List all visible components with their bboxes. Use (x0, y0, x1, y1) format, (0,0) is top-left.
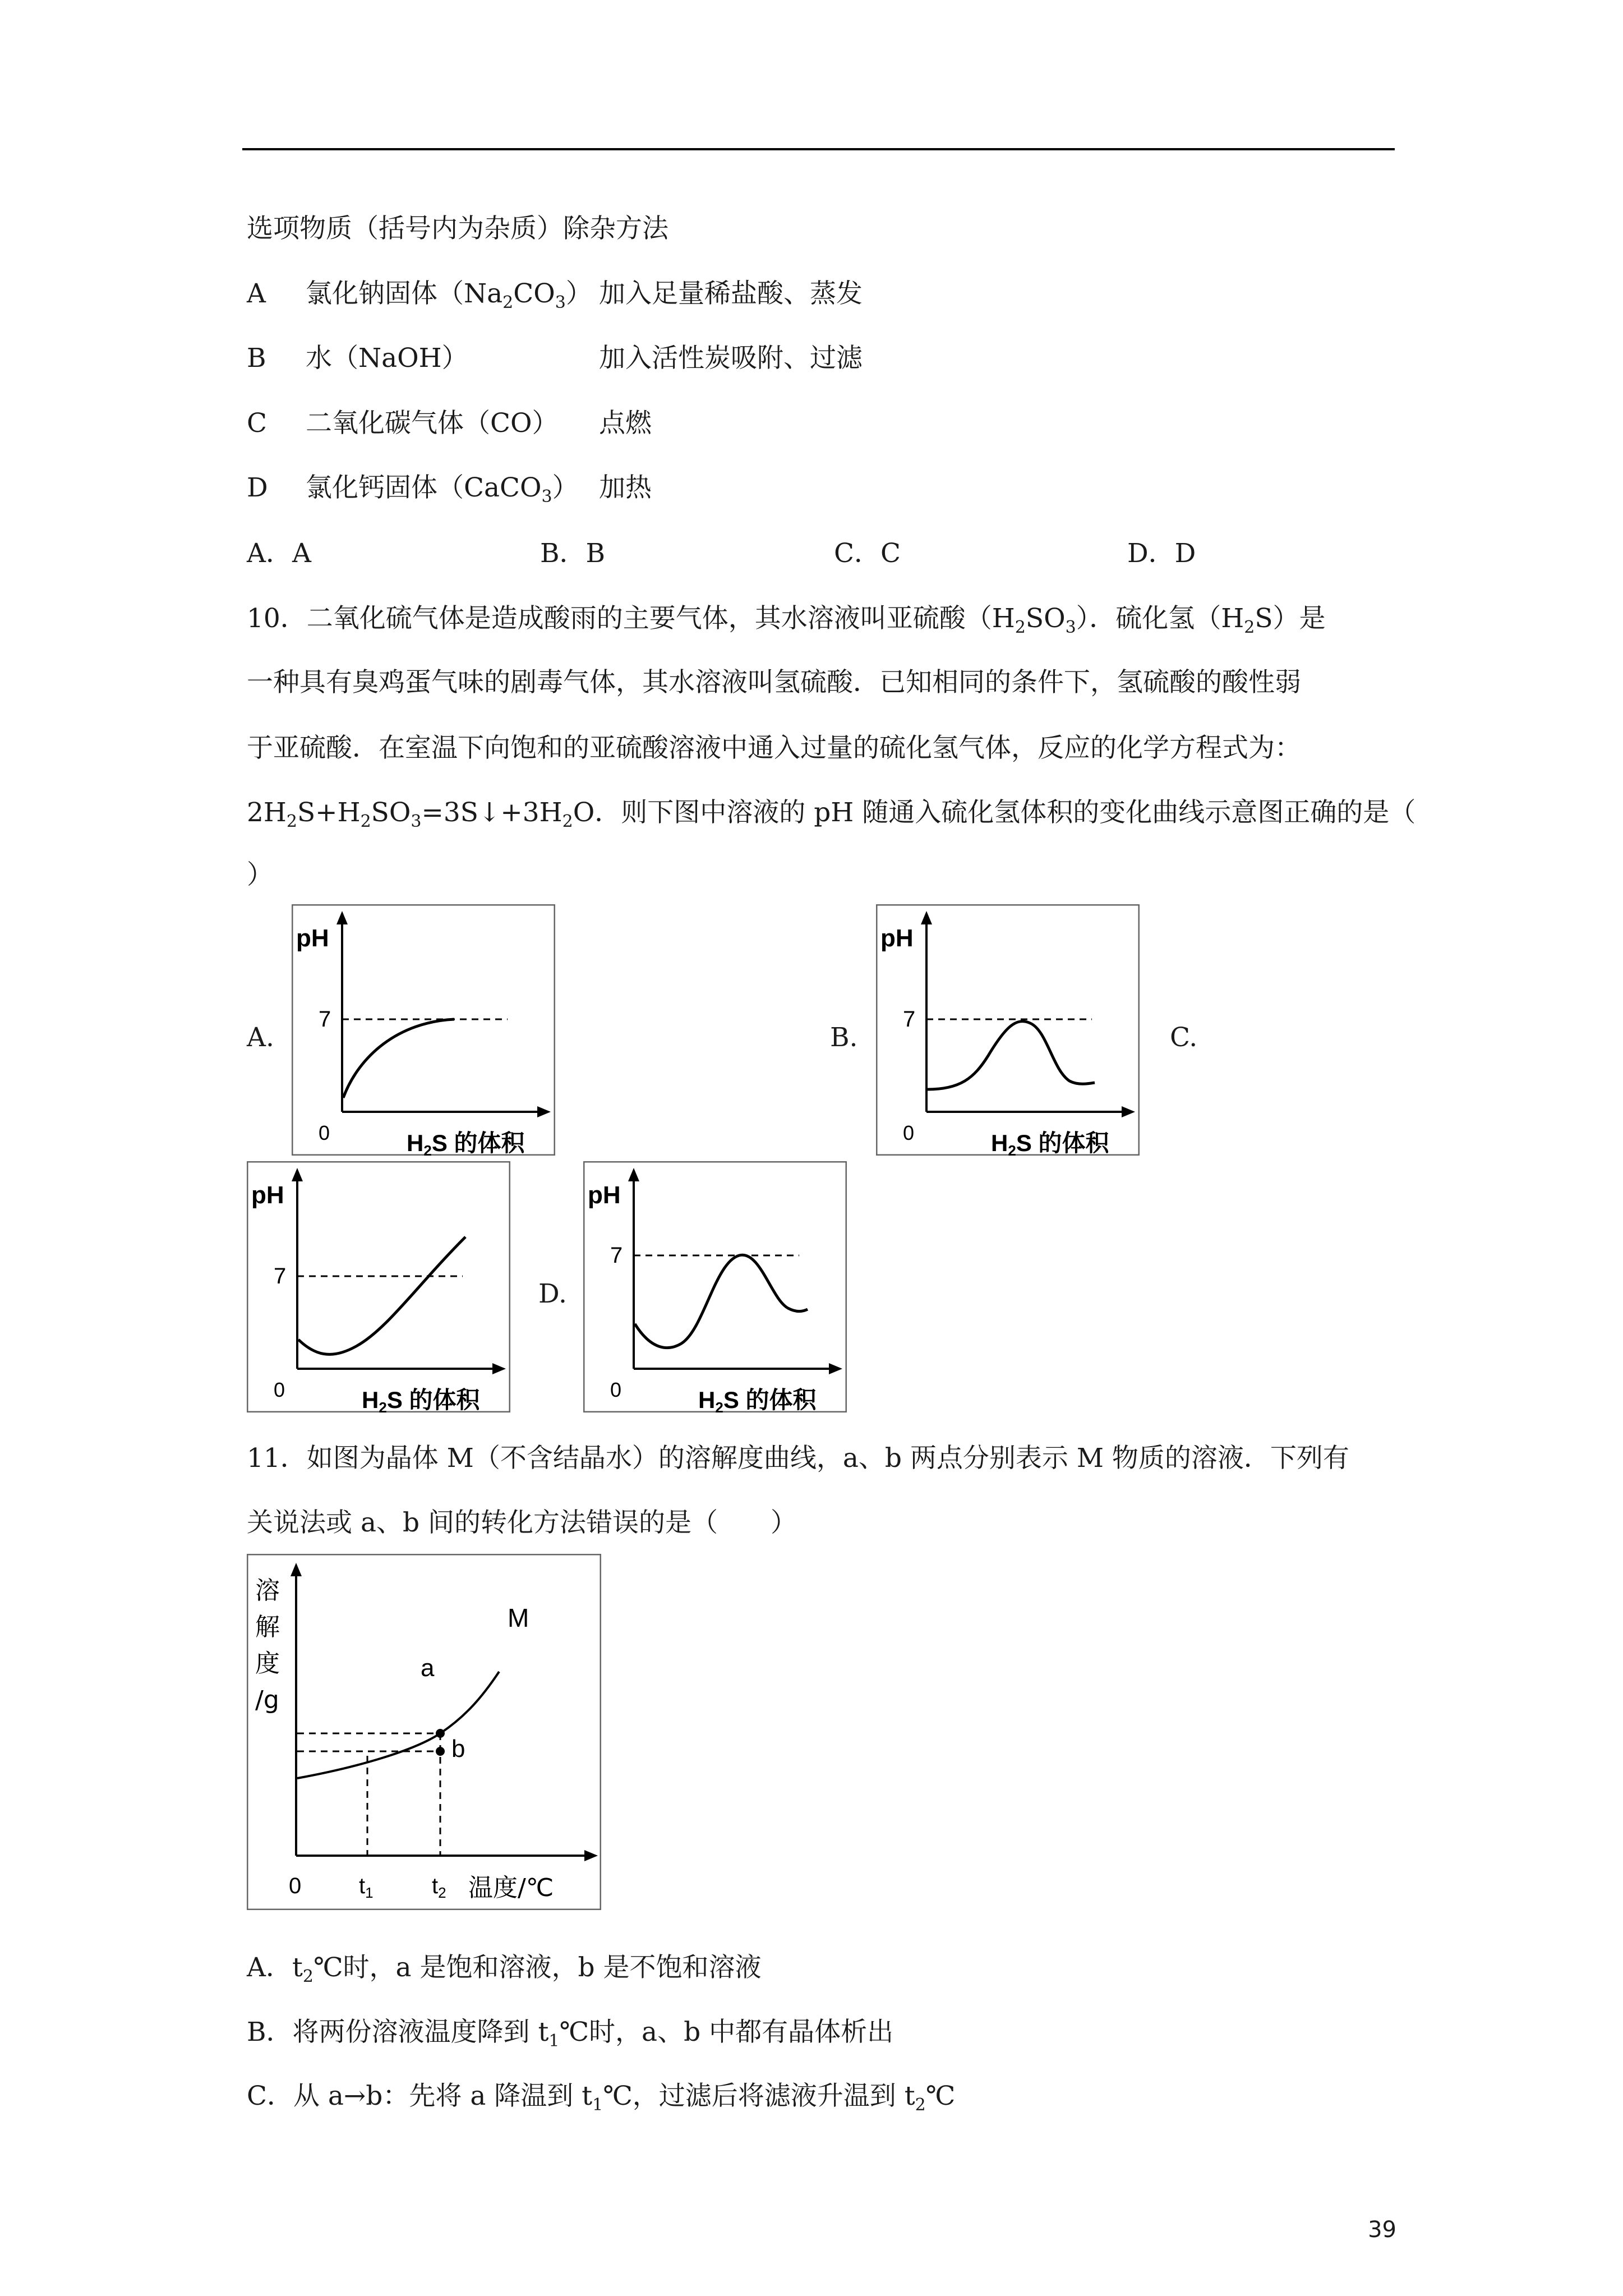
pH-label: pH (296, 924, 329, 952)
q10-line-1: 10．二氧化硫气体是造成酸雨的主要气体，其水溶液叫亚硫酸$(H_2SO_3)$．硫化氢$(H_2S)$是 (247, 603, 1326, 637)
curve-label-m: M (508, 1603, 529, 1632)
q10-option-c-label[interactable]: C. (1170, 1022, 1198, 1053)
pH-label: pH (880, 924, 914, 952)
q10-line-5: ） (247, 859, 273, 890)
q10-line-3: 于亚硫酸．在室温下向饱和的亚硫酸溶液中通入过量的硫化氢气体，反应的化学方程式为： (247, 733, 1301, 763)
q11-line-1: 11．如图为晶体 M（不含结晶水）的溶解度曲线，a、b 两点分别表示 M 物质的溶液．下列有 (247, 1443, 1349, 1474)
row-a-option: A (247, 278, 266, 309)
origin-label: 0 (903, 1121, 915, 1144)
point-a-dot (436, 1729, 445, 1738)
origin-label: 0 (289, 1874, 302, 1898)
x-axis-label: H2S 的体积 (362, 1387, 480, 1412)
y-label-2: 解 (255, 1613, 280, 1641)
seven-label: 7 (903, 1007, 916, 1032)
x-axis-label: H2S 的体积 (698, 1387, 817, 1412)
choice-b[interactable]: B．B (540, 538, 606, 569)
row-d-option: D (247, 472, 268, 503)
page-number: 39 (1368, 2217, 1396, 2243)
seven-label: 7 (274, 1264, 287, 1289)
q10-line-2: 一种具有臭鸡蛋气味的剧毒气体，其水溶液叫氢硫酸．已知相同的条件下，氢硫酸的酸性弱 (247, 667, 1301, 698)
origin-label: 0 (610, 1378, 622, 1401)
x-axis-label: H2S 的体积 (991, 1130, 1109, 1156)
q11-option-c[interactable]: C．从 a→b：先将 a 降温到 $t_1℃$，过滤后将滤液升温到 $t_2℃$ (247, 2081, 956, 2115)
origin-label: 0 (319, 1121, 330, 1144)
point-b-label: b (451, 1735, 465, 1763)
x-axis-label: 温度/℃ (468, 1874, 554, 1902)
graph-d (583, 1161, 847, 1412)
point-b-dot (436, 1747, 445, 1756)
q11-option-a[interactable]: A．$t_2℃$时，a 是饱和溶液，b 是不饱和溶液 (247, 1952, 762, 1986)
q10-line-4: $2H_2S+H_2SO_3=3S↓+3H_2O$．则下图中溶液的 pH 随通入硫化氢体积的变化曲线示意图正确的是（ (247, 797, 1416, 831)
row-c-option: C (247, 408, 267, 439)
choice-c[interactable]: C．C (834, 538, 901, 569)
row-b-option: B (247, 343, 266, 374)
graph-a (292, 904, 555, 1156)
header-rule (242, 148, 1395, 150)
choice-d[interactable]: D．D (1127, 538, 1196, 569)
y-label-1: 溶 (255, 1576, 280, 1605)
row-a-substance: 氯化钠固体$(Na_2CO_3)$ (306, 278, 592, 312)
y-label-3: 度 (255, 1649, 280, 1678)
solubility-graph (247, 1554, 601, 1910)
row-d-substance: 氯化钙固体（CaCO$_3$） (306, 472, 579, 507)
row-b-substance: 水（NaOH） (306, 343, 468, 374)
q10-option-a-label[interactable]: A. (247, 1022, 274, 1053)
x-axis-label: H2S 的体积 (407, 1130, 525, 1156)
q11-line-2: 关说法或 a、b 间的转化方法错误的是（ ） (247, 1507, 797, 1538)
row-c-method: 点燃 (599, 408, 652, 439)
q11-option-b[interactable]: B．将两份溶液温度降到 $t_1℃$时，a、b 中都有晶体析出 (247, 2017, 894, 2051)
graph-b (876, 904, 1140, 1156)
q10-option-d-label[interactable]: D. (538, 1278, 567, 1309)
t2-label: $t_2$ (432, 1874, 446, 1901)
seven-label: 7 (610, 1243, 623, 1268)
q10-option-b-label[interactable]: B. (830, 1022, 858, 1053)
table-header: 选项物质（括号内为杂质）除杂方法 (247, 213, 668, 244)
graph-c (247, 1161, 510, 1412)
row-d-method: 加热 (599, 472, 652, 503)
t1-label: $t_1$ (359, 1874, 374, 1901)
choice-a[interactable]: A．A (247, 538, 311, 569)
y-label-4: /g (255, 1686, 279, 1714)
pH-label: pH (251, 1181, 284, 1209)
row-a-method: 加入足量稀盐酸、蒸发 (599, 278, 863, 309)
origin-label: 0 (274, 1378, 285, 1401)
row-c-substance: 二氧化碳气体（CO） (306, 408, 559, 439)
point-a-label: a (421, 1654, 435, 1682)
row-b-method: 加入活性炭吸附、过滤 (599, 343, 863, 374)
seven-label: 7 (319, 1007, 331, 1032)
pH-label: pH (588, 1181, 621, 1209)
